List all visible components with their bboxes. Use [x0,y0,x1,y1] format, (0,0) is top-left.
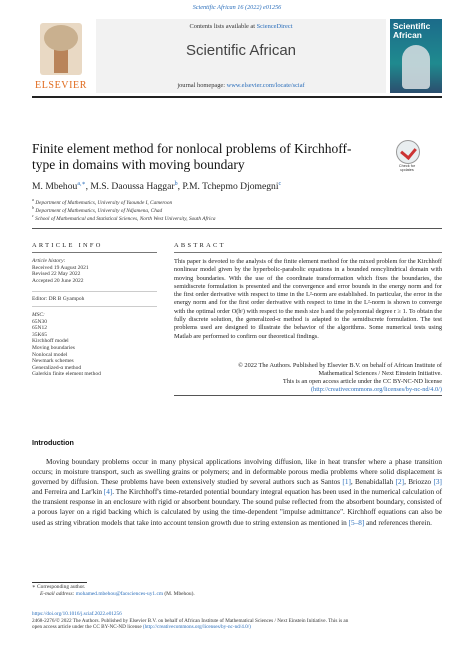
copyright-line: Mathematical Sciences / Next Einstein Initiative. [318,369,442,377]
elsevier-wordmark: ELSEVIER [34,80,88,91]
msc-code: 35K65 [32,331,47,338]
affiliation: $^b$ Department of Mathematics, University of Ndjamena, Chad [32,205,163,214]
author-name[interactable]: P.M. Tchepmo Djomegni [182,181,279,193]
sciencedirect-link[interactable]: ScienceDirect [256,23,293,30]
homepage-link[interactable]: www.elsevier.com/locate/sciaf [226,82,305,89]
keyword: Nonlocal model [32,351,68,358]
contents-line: Contents lists available at ScienceDirect [189,23,293,30]
check-for-updates-label: Check for updates [398,164,416,173]
author-affiliation-marker[interactable]: a,∗ [77,181,86,187]
cover-title: Scientific African [393,21,431,40]
editor-divider [32,306,157,307]
editor-line: Editor: DR B Gyampoh [32,296,85,302]
email-note: E-mail address: mohamed.mbehou@facsciences-uy1.cm (M. Mbehou). [40,591,195,598]
section-heading: Introduction [32,438,74,447]
history-accepted: Accepted 20 June 2022 [32,277,84,284]
msc-code: 65N12 [32,325,47,332]
footnote-rule [32,582,87,583]
keyword: Kirchhoff model [32,338,69,345]
bottom-meta [32,611,442,631]
email-link[interactable]: mohamed.mbehou@facsciences-uy1.cm [75,591,164,598]
citation-link[interactable]: [2] [395,478,405,487]
msc-label: MSC: [32,312,45,318]
copyright-line: This is an open access article under the CC BY-NC-ND license [282,377,442,385]
elsevier-logo[interactable] [32,19,90,93]
affiliation: $^a$ Department of Mathematics, University of Yaounde I, Cameroon [32,197,173,206]
affiliation-divider [32,228,442,229]
license-statement: 2468-2276/© 2022 The Authors. Published by Elsevier B.V. on behalf of African Institute of Mathematical Sciences / Next Einstein Initiative. This is an [32,617,349,624]
citation-link[interactable]: [3] [433,478,442,487]
author-name[interactable]: M.S. Daoussa Haggar [90,181,175,193]
article-history [32,258,157,284]
keyword: Newmark schemes [32,358,74,365]
journal-header [32,19,442,93]
citation-link[interactable]: [4] [103,488,113,497]
check-for-updates-button[interactable] [392,140,422,174]
paragraph: Moving boundary problems occur in many physical applications involving diffusion, like in heat transfer where a phase transition occurs; in moisture transport, such as swelling grains or polymers; and in deformable porous media problems where solid displacement is governed by diffusion. These problems have been extensively studied by several authors such as Santos [1], Benabidallah [2], Briozzo [3] and Ferreira and Lar'kin [4]. The Kirchhoff's time-retarded potential boundary integral equation has been used in the numerical calculation of the transient response in an enclosure with rigid or absorbent boundary. The sound pulse reflected from the absorbent boundary, consisted of a porous layer on a rigid backing which is calculated by using the time-dependent "impulse admittance". Kirchhoff equations can also be used as string vibration models that take into account tension growth due to string extension as mentioned in [5–8] and references therein. [32,458,442,527]
keyword: Moving boundaries [32,344,75,351]
corresponding-note: ∗ Corresponding author. [32,584,86,590]
journal-citation[interactable]: Scientific African 16 (2022) e01256 [192,4,282,11]
license-statement-2: open access article under the CC BY-NC-ND license (http://creativecommons.org/licenses/by-nc-nd/4.0/) [32,624,251,631]
msc-code: 65N30 [32,318,47,325]
article-title: Finite element method for nonlocal problems of Kirchhoff-type in domains with moving boundary [32,141,352,172]
history-divider [32,291,157,292]
license-link[interactable]: (http://creativecommons.org/licenses/by-nc-nd/4.0/) [310,385,442,393]
article-info-heading: ARTICLE INFO [32,242,103,249]
author-affiliation-marker[interactable]: b [174,181,178,187]
abstract-rule [174,252,442,253]
header-divider [32,96,442,98]
citation-link[interactable]: [5–8] [348,518,365,527]
keyword: Galerkin finite element method [32,371,101,378]
affiliation: $^c$ School of Mathematical and Statistical Sciences, North West University, South Africa [32,213,216,222]
author-affiliation-marker[interactable]: c [278,181,282,187]
author-list: M. Mbehou$^{a,∗}$, M.S. Daoussa Haggar$^b$, P.M. Tchepmo Djomegni$^c$ [32,181,282,193]
journal-title: Scientific African [185,42,297,59]
keyword: Generalized-α method [32,364,82,371]
checkmark-icon [396,140,420,164]
history-received: Received 19 August 2021 [32,264,89,271]
citation-link[interactable]: [1] [342,478,351,487]
license-link[interactable]: (http://creativecommons.org/licenses/by-nc-nd/4.0/) [142,624,251,631]
copyright-line: © 2022 The Authors. Published by Elsevier B.V. on behalf of African Institute of [238,362,442,369]
elsevier-tree-icon [40,23,82,75]
homepage-line: journal homepage: www.elsevier.com/locate/sciaf [177,82,305,89]
abstract-heading: ABSTRACT [174,242,226,249]
author-name[interactable]: M. Mbehou [32,181,78,193]
abstract-copyright [174,362,442,394]
abstract-text: This paper is devoted to the analysis of the finite element method for the mixed problem for the Kirchhoff nonlinear model given by the hyperbolic-parabolic equations in a bounded noncylindrical domain with moving boundaries. With the use of the coordinate transformation which fixes the boundaries, the semidiscrete formulation is presented and the convergence and error bounds in the energy norm and for the first order derivative with respect to time in the L²-norm are established. In particular, the error in the energy norm and for the first order derivative with respect to time in the L²-norm is shown to converge with the optimal order O(hʳ) with respect to the mesh size h and the polynomial degree r ≥ 1. To obtain the fully discrete solution, the generalized-α method is adapted to the semidiscrete formulation. The test problems used are designed to illustrate the behavior of the algorithms. Some numerical tests using Matlab are performed to confirm our theoretical findings. [174,258,442,340]
introduction-body [32,457,442,528]
hand-icon [402,45,430,89]
history-label: Article history: [32,258,66,264]
doi-link[interactable]: https://doi.org/10.1016/j.sciaf.2022.e01256 [32,611,122,617]
abstract-bottom-rule [174,395,442,396]
article-info-rule [32,252,157,253]
footnote [32,584,442,598]
keyword-list [32,312,157,378]
journal-cover-image[interactable] [390,19,442,93]
journal-info-box [96,19,386,93]
history-revised: Revised 22 May 2022 [32,271,81,278]
